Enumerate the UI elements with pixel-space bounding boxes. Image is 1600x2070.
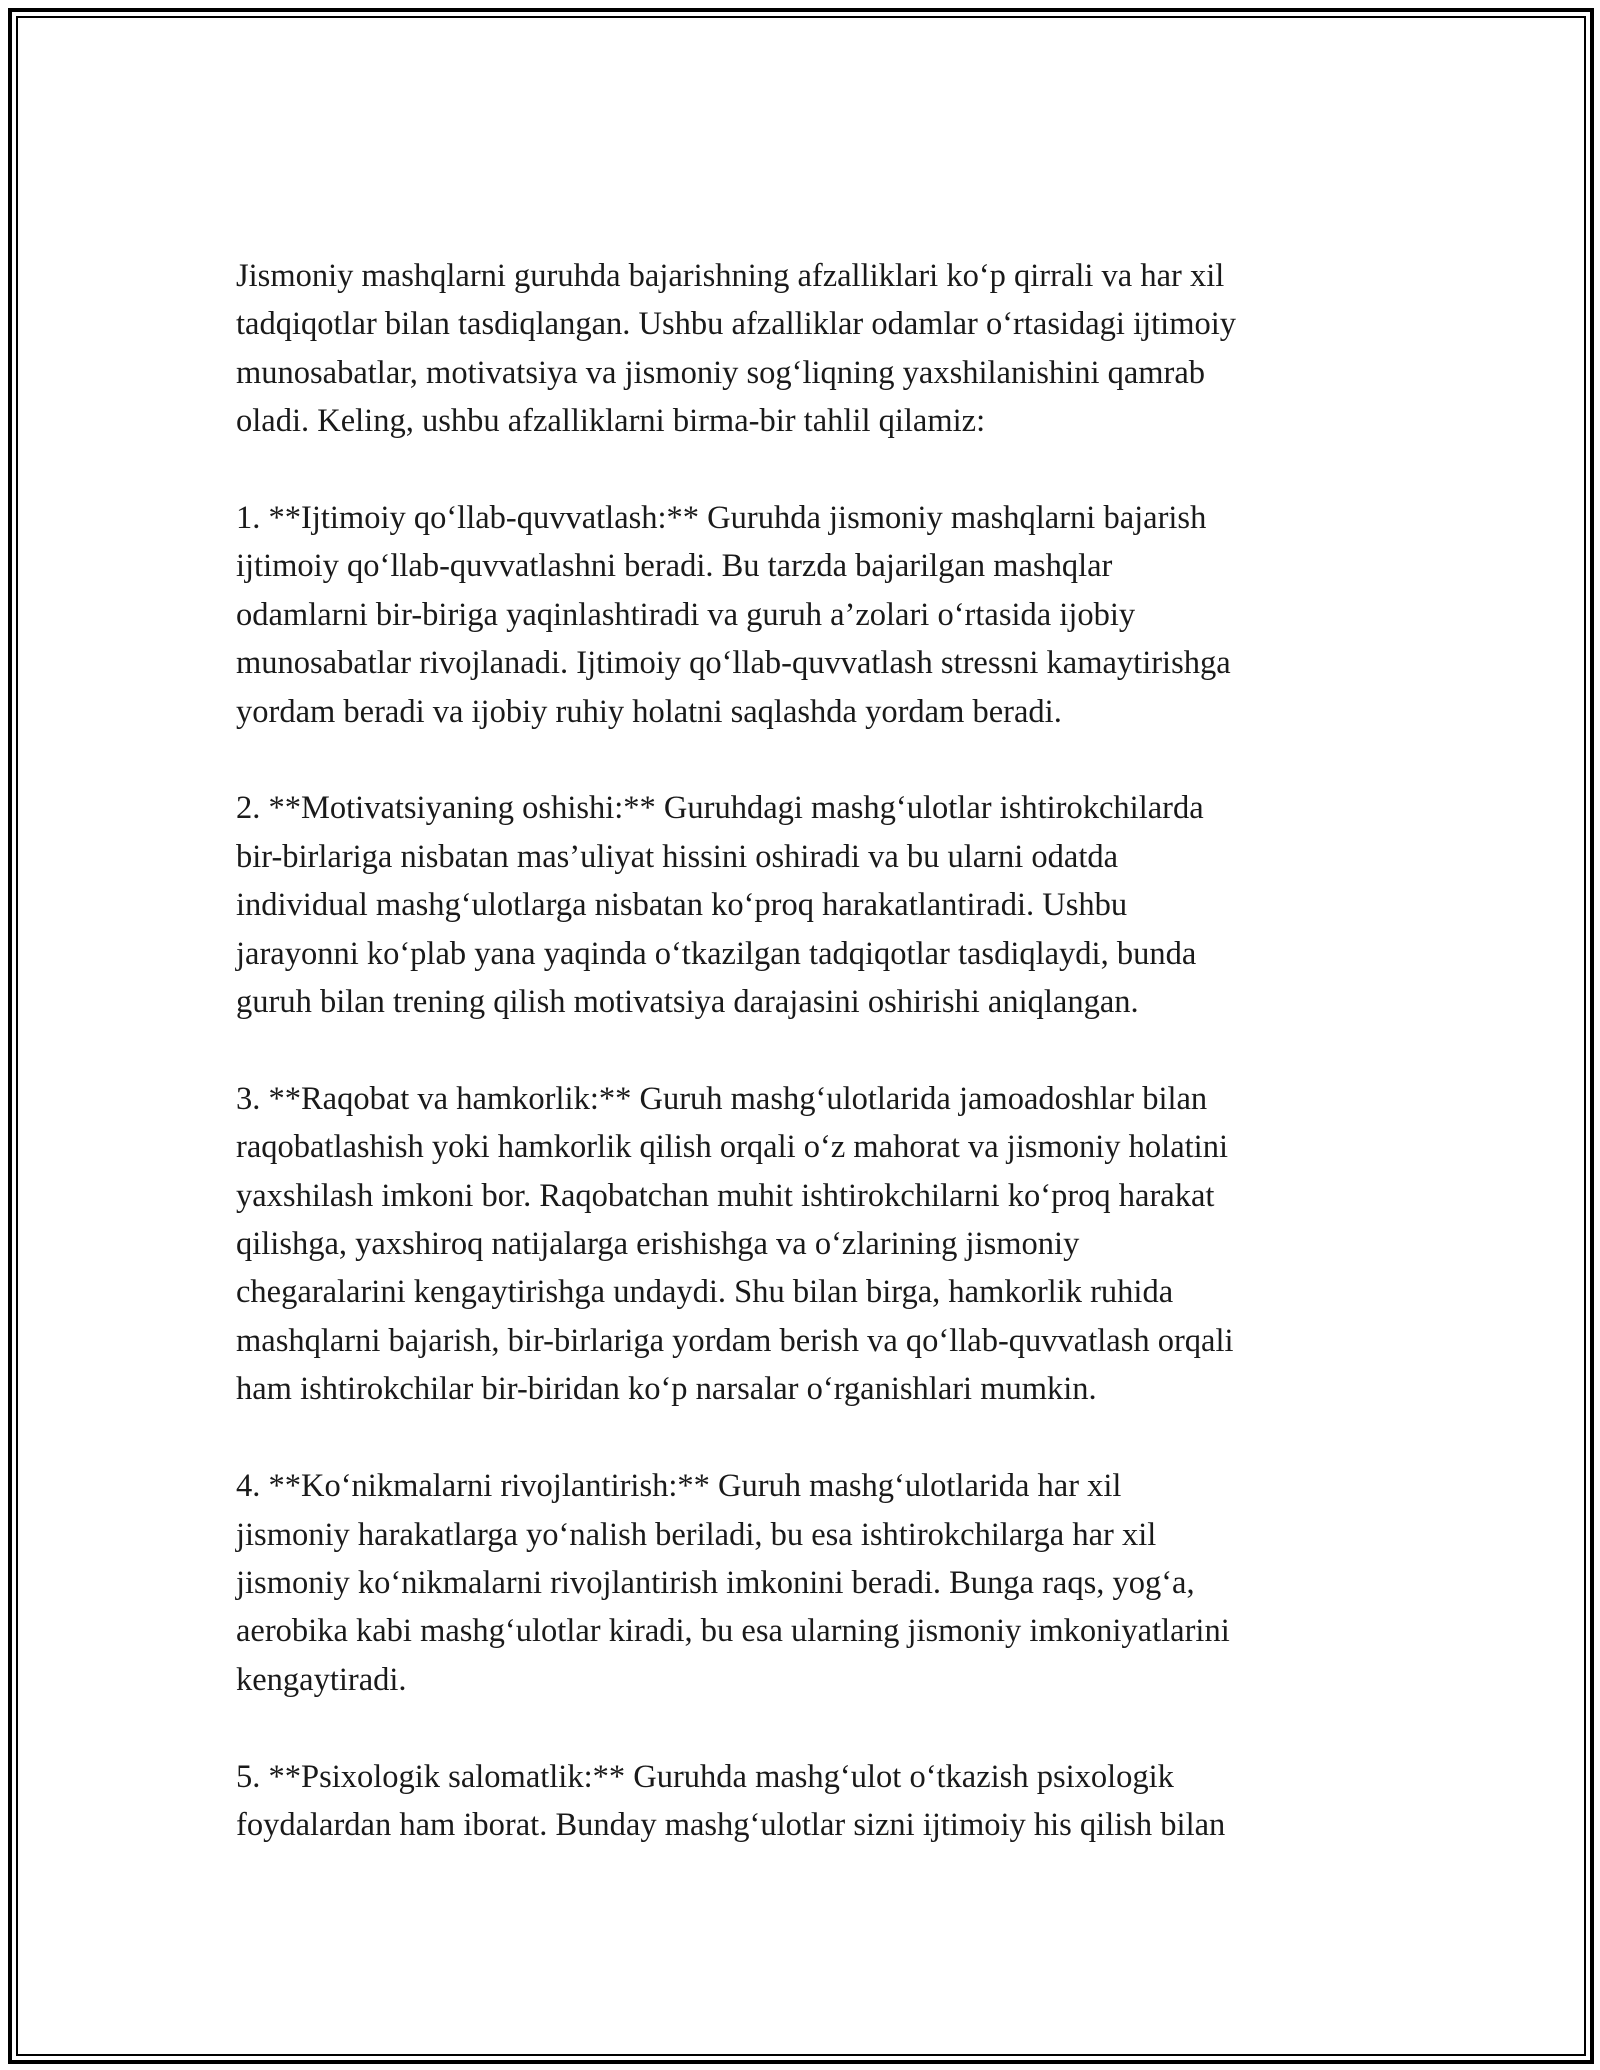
text-line: mashqlarni bajarish, bir-birlariga yordam berish va qo‘llab-quvvatlash orqali [236, 1322, 1234, 1359]
text-line: tadqiqotlar bilan tasdiqlangan. Ushbu afzalliklar odamlar o‘rtasidagi ijtimoiy [236, 306, 1237, 343]
text-line: chegaralarini kengaytirishga undaydi. Shu bilan birga, hamkorlik ruhida [236, 1274, 1174, 1311]
text-line: odamlarni bir-biriga yaqinlashtiradi va guruh a’zolari o‘rtasida ijobiy [236, 596, 1136, 633]
text-line: aerobika kabi mashg‘ulotlar kiradi, bu esa ularning jismoniy imkoniyatlarini [236, 1613, 1230, 1650]
text-line: foydalardan ham iborat. Bunday mashg‘ulotlar sizni ijtimoiy his qilish bilan [236, 1806, 1226, 1843]
paragraph-item-4 [236, 1462, 1376, 1704]
text-line: bir-birlariga nisbatan mas’uliyat hissini oshiradi va bu ularni odatda [236, 838, 1119, 875]
text-line: Jismoniy mashqlarni guruhda bajarishning afzalliklari ko‘p qirrali va har xil [236, 258, 1225, 294]
text-line: yordam beradi va ijobiy ruhiy holatni saqlashda yordam beradi. [236, 693, 1062, 730]
paragraph-intro [236, 252, 1376, 446]
document-body [236, 252, 1376, 1849]
text-line: 3. **Raqobat va hamkorlik:** Guruh mashg‘ulotlarida jamoadoshlar bilan [236, 1080, 1208, 1117]
text-line: jarayonni ko‘plab yana yaqinda o‘tkazilgan tadqiqotlar tasdiqlaydi, bunda [236, 935, 1197, 972]
text-line: individual mashg‘ulotlarga nisbatan ko‘proq harakatlantiradi. Ushbu [236, 887, 1128, 924]
paragraph-item-3 [236, 1075, 1376, 1414]
text-line: kengaytiradi. [236, 1661, 407, 1698]
text-line: jismoniy harakatlarga yo‘nalish beriladi, bu esa ishtirokchilarga har xil [236, 1516, 1157, 1553]
text-line: yaxshilash imkoni bor. Raqobatchan muhit ishtirokchilarni ko‘proq harakat [236, 1177, 1215, 1214]
text-line: ijtimoiy qo‘llab-quvvatlashni beradi. Bu tarzda bajarilgan mashqlar [236, 548, 1113, 585]
text-line: 4. **Ko‘nikmalarni rivojlantirish:** Guruh mashg‘ulotlarida har xil [236, 1468, 1122, 1505]
text-line: guruh bilan trening qilish motivatsiya darajasini oshirishi aniqlangan. [236, 984, 1139, 1021]
text-line: oladi. Keling, ushbu afzalliklarni birma-bir tahlil qilamiz: [236, 403, 986, 440]
text-line: qilishga, yaxshiroq natijalarga erishishga va o‘zlarining jismoniy [236, 1226, 1080, 1263]
text-line: jismoniy ko‘nikmalarni rivojlantirish imkonini beradi. Bunga raqs, yog‘a, [236, 1564, 1195, 1601]
text-line: ham ishtirokchilar bir-biridan ko‘p narsalar o‘rganishlari mumkin. [236, 1371, 1097, 1408]
text-line: 5. **Psixologik salomatlik:** Guruhda mashg‘ulot o‘tkazish psixologik [236, 1758, 1174, 1795]
paragraph-item-2 [236, 784, 1376, 1026]
text-line: munosabatlar, motivatsiya va jismoniy sog‘liqning yaxshilanishini qamrab [236, 354, 1206, 391]
text-line: raqobatlashish yoki hamkorlik qilish orqali o‘z mahorat va jismoniy holatini [236, 1129, 1228, 1166]
paragraph-item-5 [236, 1753, 1376, 1850]
paragraph-item-1 [236, 494, 1376, 736]
text-line: 1. **Ijtimoiy qo‘llab-quvvatlash:** Guruhda jismoniy mashqlarni bajarish [236, 500, 1207, 537]
text-line: munosabatlar rivojlanadi. Ijtimoiy qo‘llab-quvvatlash stressni kamaytirishga [236, 645, 1231, 682]
text-line: 2. **Motivatsiyaning oshishi:** Guruhdagi mashg‘ulotlar ishtirokchilarda [236, 790, 1204, 827]
